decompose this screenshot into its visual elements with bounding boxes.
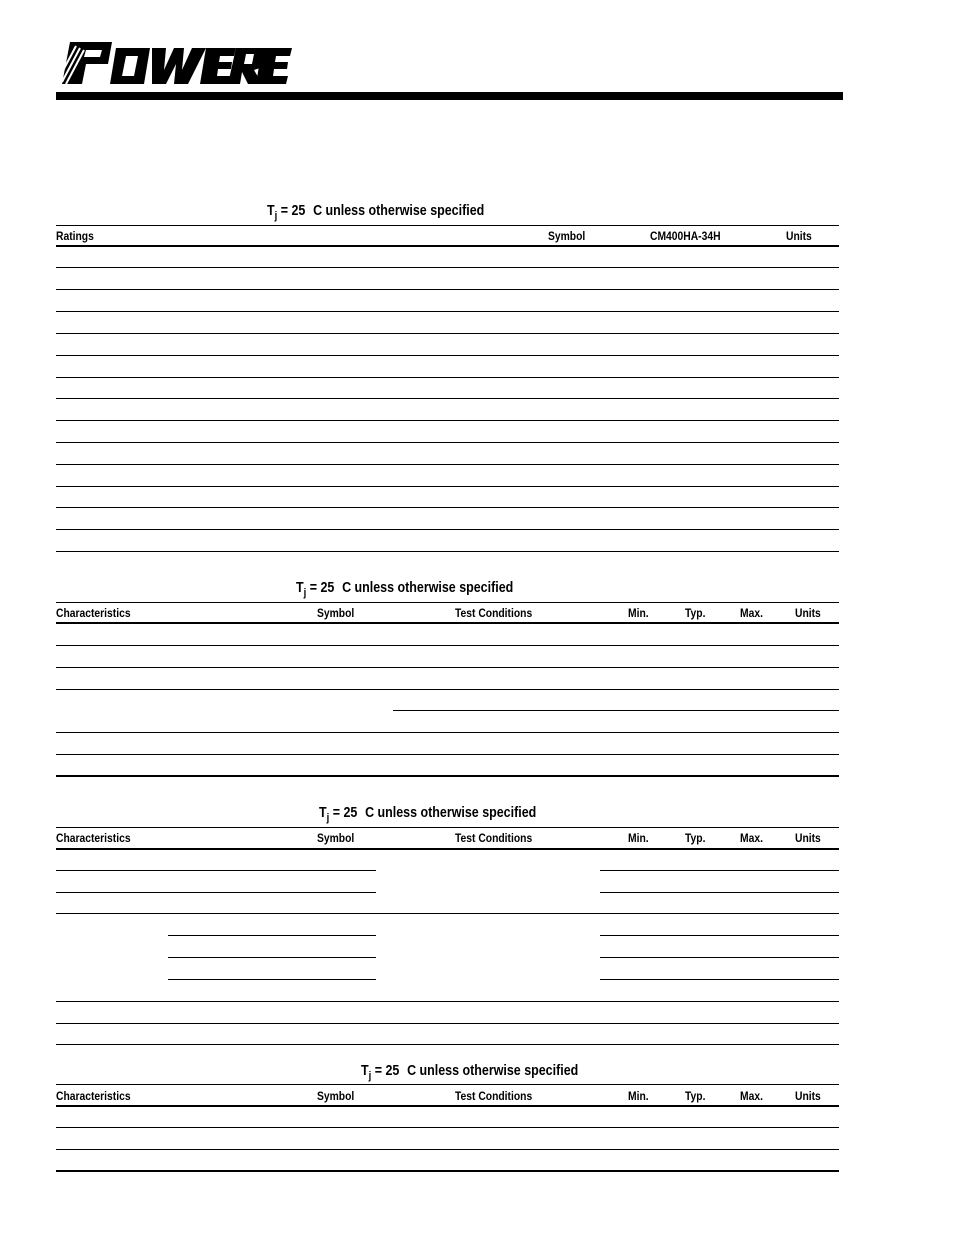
col-header-min: Min.: [628, 1089, 649, 1103]
col-header-symbol: Symbol: [548, 229, 586, 243]
col-header-symbol: Symbol: [317, 606, 355, 620]
characteristics-2-header-rule: [56, 848, 839, 850]
table-subrow: [600, 979, 839, 980]
table-row: [56, 507, 839, 508]
col-header-typ: Typ.: [685, 606, 706, 620]
table-subrow: [56, 892, 376, 893]
table-row: [56, 398, 839, 399]
col-header-max: Max.: [740, 606, 763, 620]
col-header-units: Units: [795, 1089, 821, 1103]
col-header-max: Max.: [740, 1089, 763, 1103]
table-subrow: [168, 957, 376, 958]
table-row: [56, 667, 839, 668]
table-row: [56, 377, 839, 378]
col-header-test-conditions: Test Conditions: [455, 606, 533, 620]
col-header-max: Max.: [740, 831, 763, 845]
col-header-test-conditions: Test Conditions: [455, 831, 533, 845]
characteristics-3-header-rule: [56, 1105, 839, 1107]
col-header-ratings: Ratings: [56, 229, 94, 243]
table-subrow: [168, 935, 376, 936]
col-header-units: Units: [795, 606, 821, 620]
table-subrow: [600, 892, 839, 893]
table-row: [56, 355, 839, 356]
col-header-symbol: Symbol: [317, 831, 355, 845]
table-row: [56, 529, 839, 530]
table-row: [56, 420, 839, 421]
table-subrow: [600, 870, 839, 871]
table-row: [56, 645, 839, 646]
table-subrow: [393, 710, 839, 711]
table-row: [56, 913, 839, 914]
table-subrow: [600, 957, 839, 958]
col-header-part-number: CM400HA-34H: [650, 229, 721, 243]
table-subrow: [56, 870, 376, 871]
table-subrow: [168, 979, 376, 980]
col-header-typ: Typ.: [685, 1089, 706, 1103]
col-header-units: Units: [786, 229, 812, 243]
col-header-test-conditions: Test Conditions: [455, 1089, 533, 1103]
characteristics-3-section-title: $T_j = 25$ C unless otherwise specified: [361, 1063, 579, 1082]
ratings-top-rule: [56, 225, 839, 226]
table-row: [56, 1127, 839, 1128]
col-header-typ: Typ.: [685, 831, 706, 845]
characteristics-2-section-title: $T_j = 25$ C unless otherwise specified: [319, 805, 537, 824]
table-row: [56, 267, 839, 268]
col-header-min: Min.: [628, 606, 649, 620]
characteristics-1-header-rule: [56, 622, 839, 624]
table-row: [56, 1044, 839, 1045]
col-header-units: Units: [795, 831, 821, 845]
characteristics-3-top-rule: [56, 1084, 839, 1085]
characteristics-1-top-rule: [56, 602, 839, 603]
table-row: [56, 689, 839, 690]
table-row: [56, 754, 839, 755]
table-row: [56, 289, 839, 290]
characteristics-1-section-title: $T_j = 25$ C unless otherwise specified: [296, 580, 514, 599]
table-row: [56, 732, 839, 733]
table-row: [56, 1149, 839, 1150]
header-rule: [56, 92, 843, 100]
table-row: [56, 464, 839, 465]
table-row: [56, 311, 839, 312]
characteristics-2-top-rule: [56, 827, 839, 828]
ratings-header-rule: [56, 245, 839, 247]
characteristics-3-bottom-rule: [56, 1170, 839, 1172]
col-header-symbol: Symbol: [317, 1089, 355, 1103]
characteristics-1-bottom-rule: [56, 775, 839, 777]
powerex-logo: [56, 40, 292, 88]
col-header-min: Min.: [628, 831, 649, 845]
table-row: [56, 1001, 839, 1002]
table-row: [56, 442, 839, 443]
table-row: [56, 486, 839, 487]
table-row: [56, 1023, 839, 1024]
col-header-characteristics: Characteristics: [56, 1089, 131, 1103]
ratings-section-title: $T_j = 25$ C unless otherwise specified: [267, 203, 485, 222]
table-row: [56, 551, 839, 552]
table-row: [56, 333, 839, 334]
table-subrow: [600, 935, 839, 936]
col-header-characteristics: Characteristics: [56, 831, 131, 845]
col-header-characteristics: Characteristics: [56, 606, 131, 620]
